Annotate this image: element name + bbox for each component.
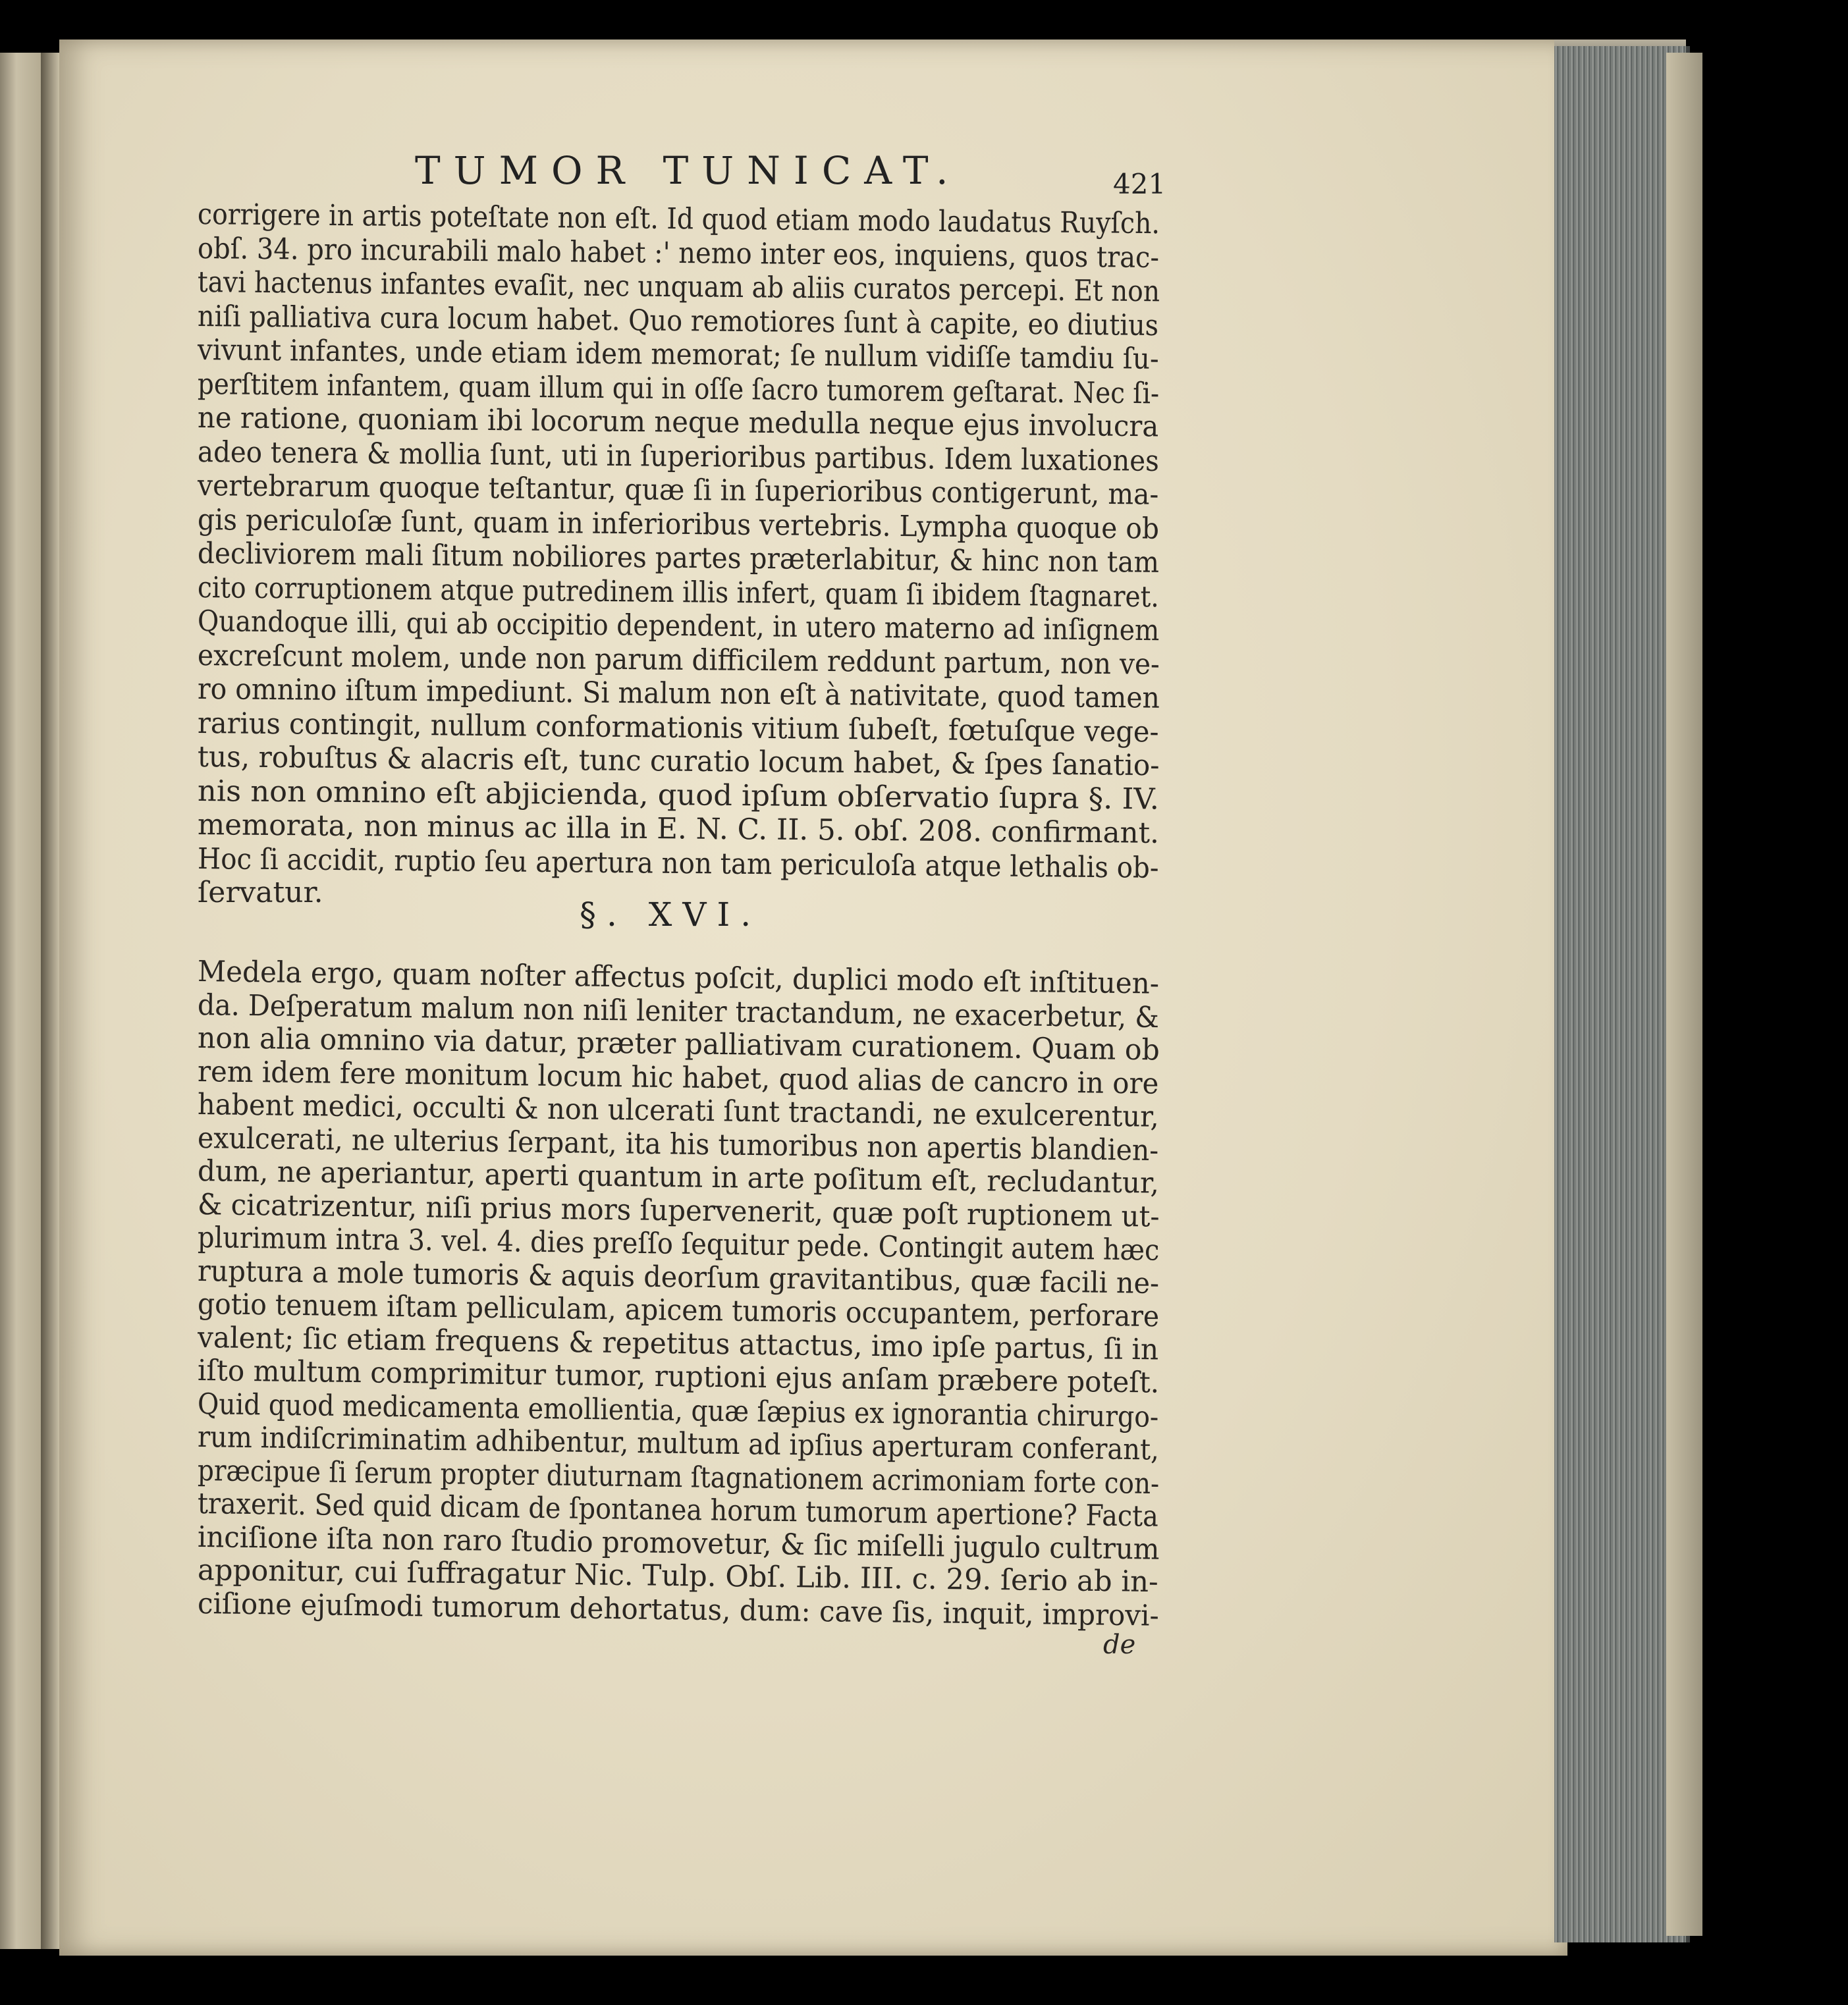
text-line: plurimum intra 3. vel. 4. dies preſſo ſequitur pede. Contingit autem hæc: [197, 1221, 1160, 1268]
text-line: exulcerati, ne ulterius ſerpant, ita his tumoribus non apertis blandien-: [197, 1121, 1159, 1167]
text-line: Quandoque illi, qui ab occipitio dependent, in utero materno ad inſignem: [197, 604, 1160, 648]
text-line: corrigere in artis poteſtate non eſt. Id quod etiam modo laudatus Ruyſch.: [197, 198, 1160, 241]
running-title: TUMOR TUNICAT.: [415, 148, 962, 193]
text-line: ruptura a mole tumoris & aquis deorſum gravitantibus, quæ facili ne-: [197, 1254, 1160, 1300]
text-line: perſtitem infantem, quam illum qui in oſſe ſacro tumorem geſtarat. Nec ſi-: [197, 367, 1160, 410]
cover-edge: [1666, 53, 1702, 1936]
text-line: valent; ſic etiam frequens & repetitus attactus, imo ipſe partus, ſi in: [197, 1320, 1159, 1367]
text-line: gis periculoſæ ſunt, quam in inferioribus vertebris. Lympha quoque ob: [197, 502, 1160, 546]
text-line: rem idem fere monitum locum hic habet, quod alias de cancro in ore: [197, 1054, 1159, 1101]
text-line: ne ratione, quoniam ibi locorum neque medulla neque ejus involucra: [197, 401, 1159, 444]
text-line: inciſione iſta non raro ſtudio promovetur, & ſic miſelli jugulo cultrum: [197, 1520, 1160, 1566]
text-line: memorata, non minus ac illa in E. N. C. II. 5. obſ. 208. confirmant.: [197, 808, 1160, 850]
text-line: nis non omnino eſt abjicienda, quod ipſum obſervatio ſupra §. IV.: [197, 774, 1160, 816]
text-line: cito corruptionem atque putredinem illis infert, quam ſi ibidem ſtagnaret.: [197, 570, 1159, 614]
text-line: præcipue ſi ſerum propter diuturnam ſtagnationem acrimoniam forte con-: [197, 1453, 1160, 1501]
text-line: ciſione ejuſmodi tumorum dehortatus, dum: cave ſis, inquit, improvi-: [197, 1586, 1159, 1633]
section-heading: §. XVI.: [580, 896, 762, 934]
text-line: adeo tenera & mollia ſunt, uti in ſuperioribus partibus. Idem luxationes: [197, 435, 1159, 478]
text-line: obſ. 34. pro incurabili malo habet :' nemo inter eos, inquiens, quos trac-: [197, 231, 1160, 275]
text-line: rarius contingit, nullum conformationis vitium ſubeſt, fœtuſque vege-: [197, 706, 1159, 749]
text-line: da. Deſperatum malum non niſi leniter tractandum, ne exacerbetur, &: [197, 988, 1160, 1034]
book-gutter: [41, 53, 61, 1949]
text-line: gotio tenuem iſtam pelliculam, apicem tumoris occupantem, perforare: [197, 1287, 1160, 1334]
text-line: iſto multum comprimitur tumor, ruptioni ejus anſam præbere poteſt.: [197, 1354, 1160, 1400]
text-line: & cicatrizentur, niſi prius mors ſupervenerit, quæ poſt ruptionem ut-: [197, 1187, 1160, 1234]
text-line: niſi palliativa cura locum habet. Quo remotiores ſunt à capite, eo diutius: [197, 299, 1159, 342]
text-line: dum, ne aperiantur, aperti quantum in arte poſitum eſt, recludantur,: [197, 1154, 1160, 1200]
text-line: Medela ergo, quam noſter affectus poſcit, duplici modo eſt inſtituen-: [197, 955, 1160, 1001]
text-line: habent medici, occulti & non ulcerati ſunt tractandi, ne exulcerentur,: [197, 1088, 1159, 1134]
text-line: Hoc ſi accidit, ruptio ſeu apertura non tam periculoſa atque lethalis ob-: [197, 842, 1159, 885]
text-line: ro omnino iſtum impediunt. Si malum non eſt à nativitate, quod tamen: [197, 672, 1160, 715]
text-line: excreſcunt molem, unde non parum difficilem reddunt partum, non ve-: [197, 638, 1160, 682]
catchword: de: [1103, 1630, 1136, 1660]
text-line: traxerit. Sed quid dicam de ſpontanea horum tumorum apertione? Facta: [197, 1487, 1159, 1534]
text-line: vivunt infantes, unde etiam idem memorat; ſe nullum vidiſſe tamdiu ſu-: [197, 333, 1159, 376]
page-number: 421: [1113, 168, 1166, 200]
text-line: decliviorem mali ſitum nobiliores partes præterlabitur, & hinc non tam: [197, 537, 1160, 579]
text-line: rum indiſcriminatim adhibentur, multum ad ipſius aperturam conferant,: [197, 1420, 1160, 1467]
text-line: apponitur, cui ſuffragatur Nic. Tulp. Obſ. Lib. III. c. 29. ſerio ab in-: [197, 1553, 1159, 1599]
text-line: ſervatur.: [198, 876, 323, 909]
text-line: vertebrarum quoque teſtantur, quæ ſi in ſuperioribus contigerunt, ma-: [197, 469, 1159, 512]
text-line: tavi hactenus infantes evaſit, nec unquam ab aliis curatos percepi. Et non: [197, 265, 1160, 309]
previous-page-edge: [0, 53, 41, 1949]
text-line: Quid quod medicamenta emollientia, quæ ſæpius ex ignorantia chirurgo-: [197, 1387, 1159, 1434]
text-line: non alia omnino via datur, præter palliativam curationem. Quam ob: [197, 1021, 1160, 1067]
text-line: tus, robuſtus & alacris eſt, tunc curatio locum habet, & ſpes ſanatio-: [197, 740, 1160, 783]
